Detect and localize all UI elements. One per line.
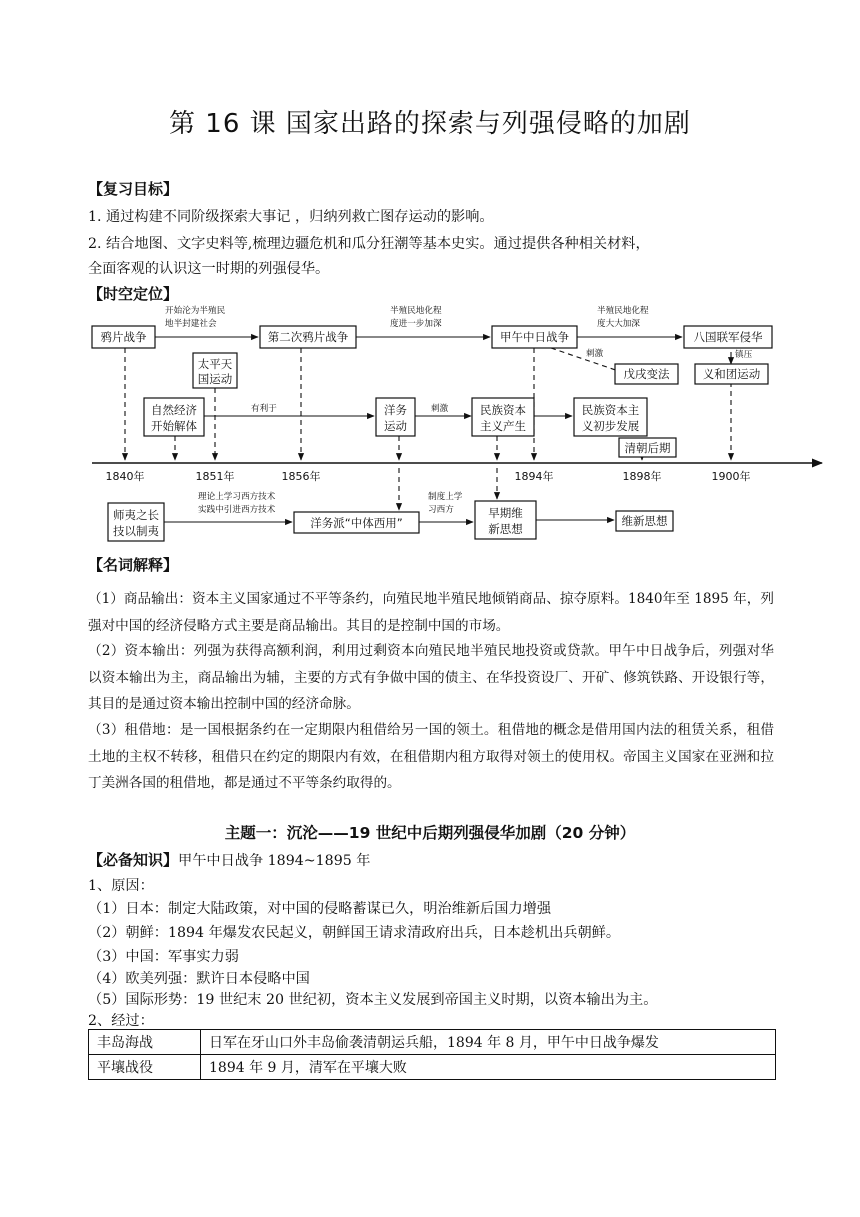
label-semi-colonial-1: 开始沦为半殖民 [165,306,226,316]
box-boxer-movement [695,364,768,384]
svg-text:自然经济: 自然经济 [151,403,197,417]
box-national-capitalism-develop [574,398,647,436]
table-cell: 平壤战役 [89,1055,201,1080]
box-reform-movement [615,364,678,384]
box-early-reform-thought [475,501,536,539]
table-row [89,1055,776,1080]
box-taiping [193,353,237,388]
svg-text:洋务: 洋务 [384,403,407,417]
cause-heading: 1、原因： [88,878,154,894]
process-heading: 2、经过： [88,1013,154,1029]
table-row [89,1030,776,1055]
svg-text:第二次鸦片战争: 第二次鸦片战争 [267,330,349,344]
svg-text:新思想: 新思想 [488,522,523,536]
review-item-2-cont: 全面客观的认识这一时期的列强侵华。 [88,261,330,277]
cause-5: （5）国际形势：19 世纪末 20 世纪初，资本主义发展到帝国主义时期，以资本输出为主。 [88,992,658,1008]
label-greatly-deepen-1: 半殖民地化程 [597,306,649,316]
box-late-qing [619,438,676,457]
page-title: 第 16 课 国家出路的探索与列强侵略的加剧 [169,109,691,139]
box-natural-economy [144,398,204,436]
svg-text:运动: 运动 [384,419,407,433]
year-label: 1900年 [711,470,751,483]
label-deepen-2: 度进一步加深 [390,319,442,329]
review-item-2: 2. 结合地图、文字史料等,梳理边疆危机和瓜分狂潮等基本史实。通过提供各种相关材料， [88,236,650,252]
table-cell: 1894 年 9 月，清军在平壤大败 [201,1055,776,1080]
review-heading: 【复习目标】 [88,180,179,198]
svg-text:洋务派“中体西用”: 洋务派“中体西用” [310,516,403,530]
review-item-1: 1. 通过构建不同阶级探索大事记 ，归纳列救亡图存运动的影响。 [88,209,494,225]
svg-text:维新思想: 维新思想 [621,514,668,528]
svg-text:师夷之长: 师夷之长 [113,508,159,522]
svg-text:义和团运动: 义和团运动 [702,367,761,381]
cause-3: （3）中国：军事实力弱 [88,949,239,965]
label-beneficial: 有利于 [251,404,277,414]
box-second-opium-war [260,326,356,348]
year-label: 1851年 [195,470,235,483]
year-labels [106,469,751,483]
label-system-2: 习西方 [428,505,454,515]
year-label: 1898年 [622,470,662,483]
label-theory-2: 实践中引进西方技术 [198,505,276,515]
knowledge-line [88,849,370,870]
svg-text:主义产生: 主义产生 [480,419,526,433]
knowledge-text: 甲午中日战争 1894~1895 年 [178,853,371,869]
svg-text:甲午中日战争: 甲午中日战争 [500,330,569,344]
label-theory-1: 理论上学习西方技术 [198,492,276,502]
svg-text:技以制夷: 技以制夷 [113,524,159,538]
timeline-heading: 【时空定位】 [88,285,179,303]
label-stimulate-a: 刺激 [586,349,604,359]
svg-text:民族资本: 民族资本 [480,403,526,417]
box-reform-thought [616,511,673,531]
glossary-heading: 【名词解释】 [88,556,179,574]
table-cell: 日军在牙山口外丰岛偷袭清朝运兵船，1894 年 8 月，甲午中日战争爆发 [201,1030,776,1055]
svg-text:戊戌变法: 戊戌变法 [623,367,670,381]
label-semi-colonial-2: 地半封建社会 [165,319,217,329]
cause-2: （2）朝鲜：1894 年爆发农民起义，朝鲜国王请求清政府出兵，日本趁机出兵朝鲜。 [88,925,621,941]
glossary-item-2: （2）资本输出：列强为获得高额利润，利用过剩资本向殖民地半殖民地投资或贷款。甲午中日战争后，列强对华以资本输出为主，商品输出为辅，主要的方式有争做中国的债主、在华投资设厂、开矿、修筑铁路、开设银行等，其目的是通过资本输出控制中国的经济命脉。 [88,643,774,712]
theme-1-title: 主题一：沉沦——19 世纪中后期列强侵华加剧（20 分钟） [224,824,636,842]
glossary-item-1: （1）商品输出：资本主义国家通过不平等条约，向殖民地半殖民地倾销商品、掠夺原料。1840年至 1895 年，列强对中国的经济侵略方式主要是商品输出。其目的是控制中国的市场。 [88,591,774,634]
label-greatly-deepen-2: 度大大加深 [597,319,640,329]
svg-text:开始解体: 开始解体 [151,419,197,433]
box-westernization-school [294,512,419,533]
label-suppress: 镇压 [735,350,753,360]
box-opium-war [92,326,155,348]
svg-text:早期维: 早期维 [488,506,523,520]
year-label: 1894年 [514,470,554,483]
process-table [88,1029,776,1080]
box-sino-japanese-war [492,326,577,348]
timeline-diagram [88,298,823,546]
svg-text:太平天: 太平天 [197,357,233,371]
svg-text:国运动: 国运动 [197,372,233,386]
svg-text:清朝后期: 清朝后期 [624,441,671,455]
glossary-item-3: （3）租借地：是一国根据条约在一定期限内租借给另一国的领土。租借地的概念是借用国内法的租赁关系，租借土地的主权不转移，租借只在约定的期限内有效，在租借期内租方取得对领土的使用权。帝国主义国家在亚洲和拉丁美洲各国的租借地，都是通过不平等条约取得的。 [88,722,774,791]
table-cell: 丰岛海战 [89,1030,201,1055]
svg-text:义初步发展: 义初步发展 [581,419,640,433]
box-national-capitalism-emerge [472,398,534,436]
year-label: 1856年 [281,470,321,483]
cause-4: （4）欧美列强：默许日本侵略中国 [88,971,310,987]
year-label: 1840年 [105,470,145,483]
label-system-1: 制度上学 [428,492,463,502]
svg-text:鸦片战争: 鸦片战争 [100,330,147,344]
label-stimulate-b: 刺激 [431,404,449,414]
label-deepen-1: 半殖民地化程 [390,306,442,316]
cause-1: （1）日本：制定大陆政策，对中国的侵略蓄谋已久，明治维新后国力增强 [88,901,552,917]
knowledge-heading: 【必备知识】 [88,851,179,869]
box-yangwu-movement [376,398,415,436]
svg-text:民族资本主: 民族资本主 [581,403,640,417]
svg-text:八国联军侵华: 八国联军侵华 [693,330,763,344]
box-learn-from-west [108,503,164,541]
box-eight-nation-invasion [684,326,772,348]
